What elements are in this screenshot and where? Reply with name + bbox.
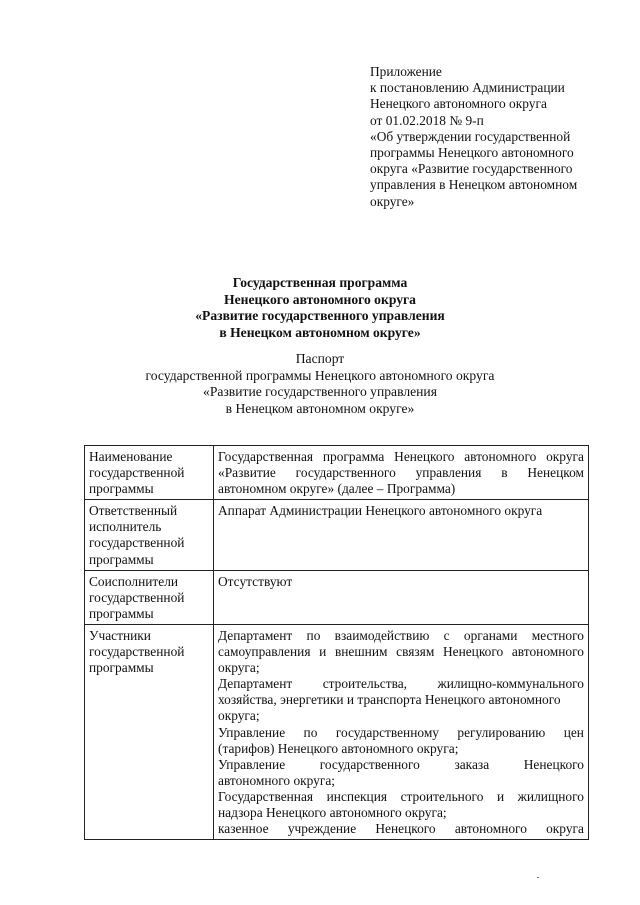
row-value-word: жилищного (517, 788, 584, 804)
row-value-word: Ненецком (527, 465, 584, 481)
row-value-word: казенное (218, 821, 269, 837)
title-line: Ненецкого автономного округа (224, 291, 416, 307)
row-label-cell (85, 624, 214, 839)
row-label-cell (85, 570, 214, 624)
passport-table-row (85, 446, 589, 500)
row-value-word: Ненецкого (375, 821, 436, 837)
row-value-line: надзора Ненецкого автономного округа; (218, 804, 447, 820)
row-value-line (218, 676, 584, 692)
row-value-word: взаимодействию (334, 627, 430, 643)
row-value-line (218, 725, 584, 741)
row-value-line: Аппарат Администрации Ненецкого автономного округа (218, 503, 543, 519)
row-label-line: Участники (89, 627, 151, 643)
row-value-word: Ненецкого (523, 756, 584, 772)
passport-table-row (85, 500, 589, 570)
appendix-line: управления в Ненецком автономном (370, 177, 578, 193)
row-value-word: внешним (334, 644, 388, 660)
row-label-line: государственной (89, 465, 185, 481)
row-value-line (218, 628, 584, 644)
row-value-word: цен (563, 724, 584, 740)
row-value-word: по (306, 627, 321, 643)
row-value-line: автономном округе» (далее – Программа) (218, 481, 456, 497)
row-value-word: Управление (218, 756, 286, 772)
row-label-line: государственной (89, 589, 185, 605)
row-value-word: инспекция (326, 788, 388, 804)
row-value-cell (214, 624, 589, 839)
row-value-word: Ненецкого (442, 644, 504, 660)
row-label-line: государственной (89, 644, 185, 660)
row-value-line (218, 449, 584, 465)
row-value-word: Ненецкого (394, 449, 455, 464)
row-value-word: регулированию (457, 724, 546, 740)
scan-speck (537, 877, 539, 878)
row-value-word: программа (322, 449, 385, 464)
row-value-word: органами (463, 627, 518, 643)
passport-line: государственной программы Ненецкого автономного округа (145, 367, 495, 383)
row-value-word: Государственная (218, 449, 314, 464)
row-value-line (218, 821, 584, 837)
row-value-word: жилищно-коммунального (437, 676, 584, 692)
row-value-word: Департамент (218, 627, 293, 643)
row-value-word: и (496, 788, 505, 804)
passport-line: Паспорт (295, 351, 345, 366)
passport-line: в Ненецком автономном округе» (225, 400, 415, 416)
appendix-line: Приложение (370, 64, 442, 79)
row-value-word: местного (531, 627, 584, 643)
appendix-block (370, 64, 610, 210)
row-value-word: связям (396, 644, 435, 660)
row-label-line: программы (89, 660, 154, 676)
row-label-line: программы (89, 605, 154, 621)
passport-table (84, 445, 589, 840)
row-value-word: самоуправления (218, 644, 311, 660)
row-value-line (218, 644, 584, 660)
row-value-word: управления (415, 465, 482, 481)
row-value-word: автономного (464, 449, 537, 464)
row-value-word: государственному (335, 724, 439, 740)
appendix-line: к постановлению Администрации (370, 80, 565, 96)
row-value-word: в (501, 465, 508, 481)
row-label-line: программы (89, 481, 154, 497)
title-line: в Ненецком автономном округе» (219, 324, 421, 340)
passport-heading (100, 351, 540, 417)
title-line: «Развитие государственного управления (195, 308, 445, 323)
row-value-line (218, 757, 584, 773)
row-label-line: государственной (89, 535, 185, 551)
appendix-line: от 01.02.2018 № 9-п (370, 112, 484, 128)
row-value-line: автономного округа; (218, 772, 336, 788)
row-value-word: Управление (218, 724, 286, 740)
appendix-line: округа «Развитие государственного (370, 161, 573, 177)
row-value-line: (тарифов) Ненецкого автономного округа; (218, 740, 459, 756)
row-label-cell (85, 446, 214, 500)
appendix-line: округе» (370, 193, 415, 209)
row-value-cell (214, 446, 589, 500)
passport-table-row (85, 624, 589, 839)
row-value-line (218, 465, 584, 481)
row-value-line (218, 789, 584, 805)
row-value-word: заказа (454, 756, 490, 772)
row-value-word: государственного (295, 465, 396, 481)
row-label-line: Ответственный (89, 503, 178, 519)
row-value-word: учреждение (287, 821, 357, 837)
row-value-word: округа (546, 821, 584, 837)
row-value-cell (214, 570, 589, 624)
row-value-line: округа; (218, 708, 260, 724)
row-value-word: автономного (454, 821, 527, 837)
appendix-line: программы Ненецкого автономного (370, 145, 574, 161)
row-value-word: «Развитие (218, 465, 276, 481)
row-label-line: исполнитель (89, 519, 162, 535)
row-value-word: с (443, 627, 450, 643)
row-value-word: по (303, 724, 318, 740)
row-value-word: строительства, (322, 676, 408, 692)
row-value-line: округа; (218, 660, 260, 676)
row-value-word: и (319, 644, 327, 660)
row-value-word: государственного (319, 756, 420, 772)
title-line: Государственная программа (232, 275, 408, 290)
row-value-word: автономного (511, 644, 584, 660)
row-label-line: программы (89, 551, 154, 567)
program-title (120, 275, 520, 341)
row-value-cell (214, 500, 589, 570)
row-value-word: Государственная (218, 788, 314, 804)
row-value-word: строительного (400, 788, 484, 804)
row-label-line: Наименование (89, 449, 173, 464)
row-label-cell (85, 500, 214, 570)
passport-line: «Развитие государственного управления (203, 384, 437, 399)
row-label-line: Соисполнители (89, 573, 179, 589)
row-value-line: Отсутствуют (218, 573, 293, 589)
passport-table-row (85, 570, 589, 624)
appendix-line: Ненецкого автономного округа (370, 96, 547, 112)
row-value-word: Департамент (218, 676, 293, 692)
row-value-line: хозяйства, энергетики и транспорта Ненецкого автономного (218, 692, 561, 708)
row-value-word: округа (546, 449, 584, 464)
appendix-line: «Об утверждении государственной (370, 128, 571, 144)
